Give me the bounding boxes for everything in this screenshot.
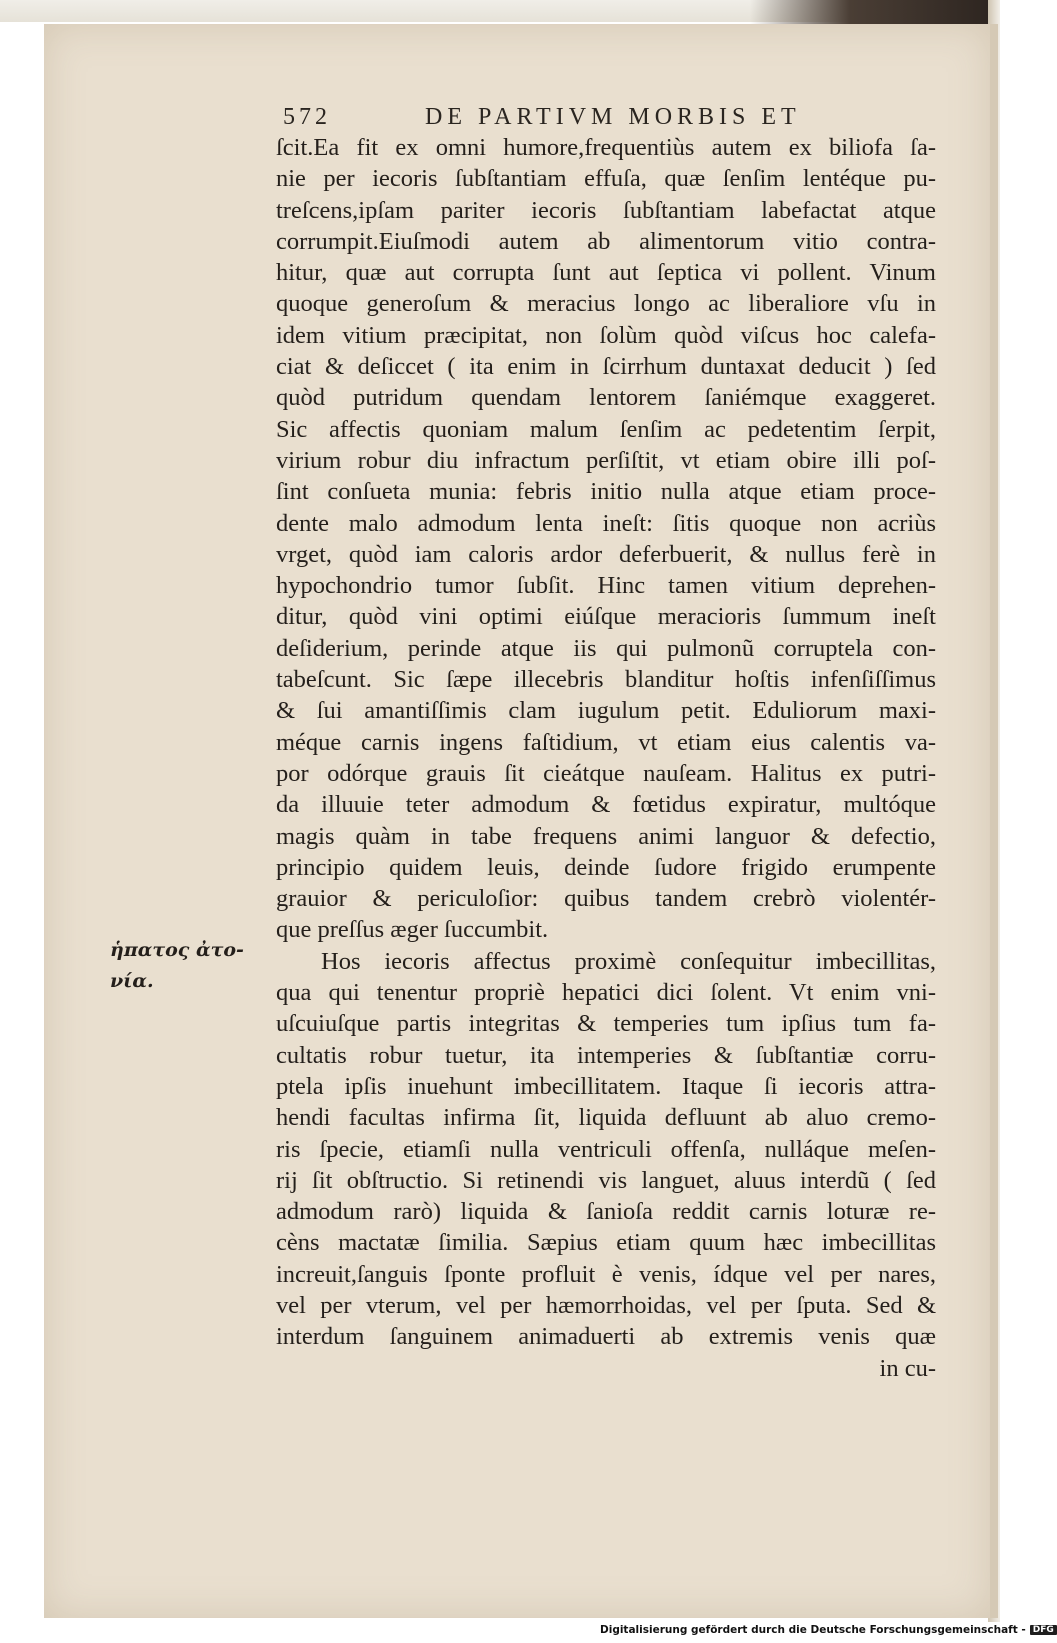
text-line: virium robur diu infractum perſiſtit, vt etiam obire illi poſ- (276, 446, 936, 474)
text-line: que preſſus æger ſuccumbit. (276, 916, 549, 944)
text-line: quoque generoſum & meracius longo ac liberaliore vſu in (276, 290, 936, 318)
marginal-note-line: νία. (110, 970, 154, 992)
text-line: treſcens,ipſam pariter iecoris ſubſtantiam labefactat atque (276, 196, 936, 224)
text-line: cèns mactatæ ſimilia. Sæpius etiam quum hæc imbecillitas (276, 1229, 936, 1257)
text-line: magis quàm in tabe frequens animi languor & defectio, (276, 822, 936, 850)
text-line: nie per iecoris ſubſtantiam effuſa, quæ ſenſim lentéque pu- (276, 165, 936, 193)
text-line: dente malo admodum lenta ineſt: ſitis quoque non acriùs (276, 509, 936, 537)
body-text (276, 132, 936, 1384)
marginal-note (110, 935, 270, 997)
text-line: ſcit.Ea fit ex omni humore,frequentiùs autem ex biliofa ſa- (276, 134, 936, 161)
text-line: interdum ſanguinem animaduerti ab extremis venis quæ (276, 1323, 936, 1351)
text-line: qua qui tenentur propriè hepatici dici ſolent. Vt enim vni- (276, 979, 936, 1007)
text-line: rij ſit obſtructio. Si retinendi vis languet, aluus interdũ ( ſed (276, 1166, 936, 1194)
text-line: & ſui amantiſſimis clam iugulum petit. Eduliorum maxi- (276, 697, 936, 725)
text-line: increuit,ſanguis ſponte profluit è venis, ídque vel per nares, (276, 1260, 936, 1288)
digitization-credit (600, 1624, 1054, 1642)
text-line: idem vitium præcipitat, non ſolùm quòd viſcus hoc calefa- (276, 321, 936, 349)
text-line: ptela ipſis inuehunt imbecillitatem. Itaque ſi iecoris attra- (276, 1072, 936, 1100)
text-line: uſcuiuſque partis integritas & temperies tum ipſius tum fa- (276, 1010, 936, 1038)
text-line: da illuuie teter admodum & fœtidus expiratur, multóque (276, 791, 936, 819)
marginal-note-line: ἡπατος ἀτο- (110, 939, 244, 961)
text-line: tabeſcunt. Sic ſæpe illecebris blanditur hoſtis infenſiſſimus (276, 666, 936, 694)
catchword: in cu- (879, 1354, 936, 1382)
text-line: deſiderium, perinde atque iis qui pulmonũ corruptela con- (276, 634, 936, 662)
text-line: corrumpit.Eiuſmodi autem ab alimentorum vitio contra- (276, 227, 936, 255)
text-line: Hos iecoris affectus proximè conſequitur imbecillitas, (321, 947, 936, 975)
text-line: grauior & periculoſior: quibus tandem crebrò violentér- (276, 885, 936, 913)
scan-dark-corner (750, 0, 1000, 26)
text-line: vrget, quòd iam caloris ardor deferbuerit, & nullus ferè in (276, 540, 936, 568)
text-line: por odórque grauis ſit cieátque nauſeam. Halitus ex putri- (276, 759, 936, 787)
text-line: méque carnis ingens faſtidium, vt etiam eius calentis va- (276, 728, 936, 756)
page-number: 572 (283, 104, 331, 130)
text-line: admodum rarò) liquida & ſanioſa reddit carnis loturæ re- (276, 1198, 936, 1226)
dfg-logo: DFG (1030, 1625, 1057, 1635)
text-line: hypochondrio tumor ſubſit. Hinc tamen vitium deprehen- (276, 572, 936, 600)
text-line: vel per vterum, vel per hæmorrhoidas, vel per ſputa. Sed & (276, 1291, 936, 1319)
text-line: Sic affectis quoniam malum ſenſim ac pedetentim ſerpit, (276, 415, 936, 443)
text-line: cultatis robur tuetur, ita intemperies & ſubſtantiæ corru- (276, 1041, 936, 1069)
text-line: hitur, quæ aut corrupta ſunt aut ſeptica vi pollent. Vinum (276, 259, 936, 287)
text-line: principio quidem leuis, deinde ſudore frigido erumpente (276, 853, 936, 881)
text-line: hendi facultas infirma ſit, liquida defluunt ab aluo cremo- (276, 1104, 936, 1132)
credit-text: Digitalisierung gefördert durch die Deutsche Forschungsgemeinschaft - (600, 1624, 1026, 1636)
text-line: ſint conſueta munia: febris initio nulla atque etiam proce- (276, 478, 936, 506)
text-line: ditur, quòd vini optimi eiúſque meracioris ſummum ineſt (276, 603, 936, 631)
text-line: quòd putridum quendam lentorem ſaniémque exaggeret. (276, 384, 936, 412)
running-title: DE PARTIVM MORBIS ET (425, 104, 801, 130)
text-line: ciat & deſiccet ( ita enim in ſcirrhum duntaxat deducit ) ſed (276, 353, 936, 381)
text-line: ris ſpecie, etiamſi nulla ventriculi offenſa, nulláque meſen- (276, 1135, 936, 1163)
